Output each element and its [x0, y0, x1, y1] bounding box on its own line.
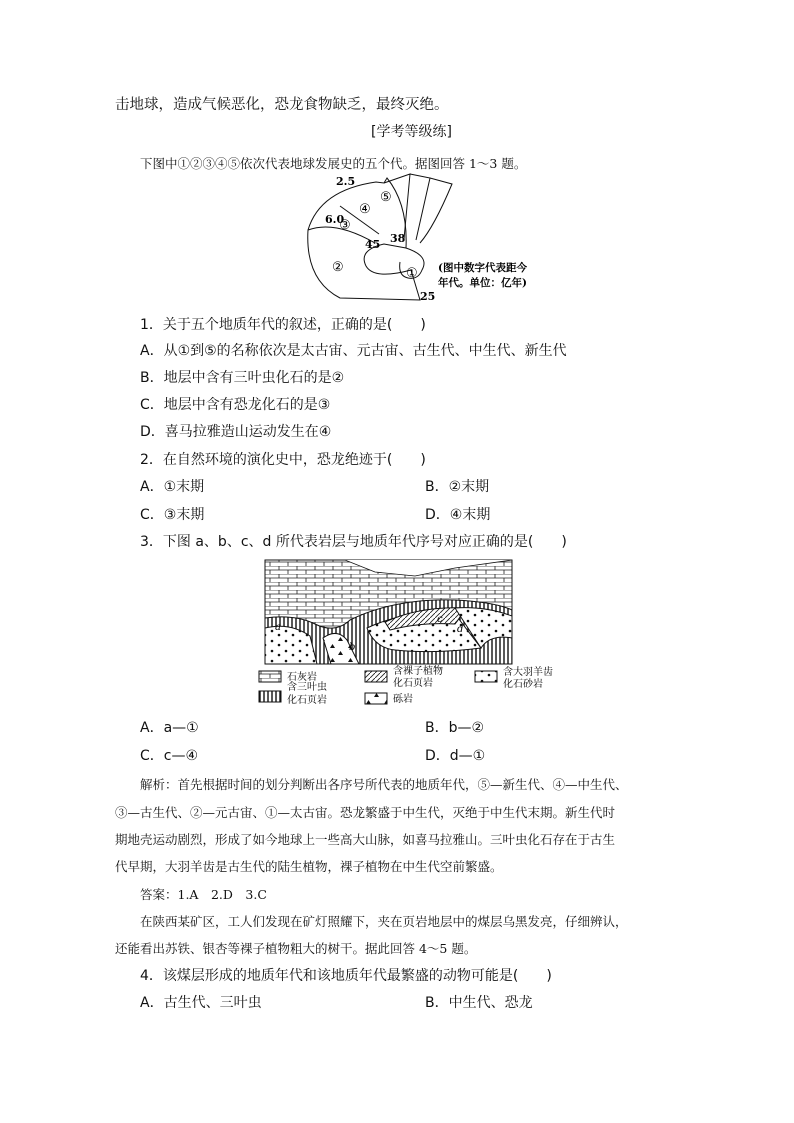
q4-stem: 4．该煤层形成的地质年代和该地质年代最繁盛的动物可能是( ): [140, 968, 552, 984]
q4-option-a: A．古生代、三叶虫: [140, 995, 262, 1011]
legend-gymno-line2: 化石页岩: [393, 678, 433, 689]
label-45: 45: [365, 238, 381, 251]
label-2-5: 2.5: [336, 175, 356, 188]
continued-text: 击地球，造成气候恶化，恐龙食物缺乏，最终灭绝。: [115, 97, 449, 113]
figure1-note-line2: 年代。单位：亿年): [438, 277, 527, 289]
legend-limestone: 石灰岩: [287, 672, 317, 683]
layer-label-b: b: [349, 642, 356, 653]
layer-label-d: d: [457, 624, 464, 635]
layer-label-c: c: [437, 614, 443, 625]
q2-option-c: C．③末期: [140, 507, 205, 523]
label-38: 38: [390, 232, 406, 245]
q2-option-a: A．①末期: [140, 479, 205, 495]
analysis-line1: 解析：首先根据时间的划分判断出各序号所代表的地质年代，⑤—新生代、④—中生代、: [140, 777, 628, 792]
q4-option-b: B．中生代、恐龙: [425, 995, 533, 1011]
q1-option-c: C．地层中含有恐龙化石的是③: [140, 397, 331, 413]
q1-option-a: A．从①到⑤的名称依次是太古宙、元古宙、古生代、中生代、新生代: [140, 343, 567, 359]
q1-option-b: B．地层中含有三叶虫化石的是②: [140, 370, 345, 386]
q3-option-b: B．b—②: [425, 720, 485, 736]
figure1-note-line1: (图中数字代表距今: [438, 262, 527, 274]
analysis-line2: ③—古生代、②—元古宙、①—太古宙。恐龙繁盛于中生代，灭绝于中生代末期。新生代时: [115, 805, 616, 820]
legend-gymno-line1: 含裸子植物: [393, 666, 443, 677]
era-label-2: ②: [332, 260, 344, 275]
era-label-3: ③: [339, 218, 351, 233]
q2-option-d: D．④末期: [425, 507, 491, 523]
era-spiral-figure: [280, 170, 550, 305]
legend-trilobite-line2: 化石页岩: [287, 695, 327, 706]
q3-option-c: C．c—④: [140, 748, 199, 764]
passage-line2: 还能看出苏铁、银杏等裸子植物粗大的树干。据此回答 4～5 题。: [115, 941, 477, 956]
q3-option-a: A．a—①: [140, 720, 199, 736]
legend-trilobite-line1: 含三叶虫: [287, 682, 327, 693]
answer-line: 答案：1.A 2.D 3.C: [140, 887, 267, 902]
legend-fern-line2: 化石砂岩: [503, 679, 543, 690]
legend-conglomerate: 砾岩: [393, 694, 413, 705]
q2-option-b: B．②末期: [425, 479, 490, 495]
q3-stem: 3．下图 a、b、c、d 所代表岩层与地质年代序号对应正确的是( ): [140, 534, 567, 550]
layer-label-a: a: [275, 622, 281, 633]
strata-figure: [255, 558, 555, 716]
label-25: 25: [420, 290, 436, 303]
section-title: [学考等级练]: [371, 124, 452, 140]
analysis-line3: 期地壳运动剧烈，形成了如今地球上一些高大山脉，如喜马拉雅山。三叶虫化石存在于古生: [115, 832, 616, 847]
q1-stem: 1．关于五个地质年代的叙述，正确的是( ): [140, 317, 426, 333]
figure1-intro: 下图中①②③④⑤依次代表地球发展史的五个代。据图回答 1～3 题。: [140, 156, 527, 171]
legend-fern-line1: 含大羽羊齿: [503, 667, 553, 678]
analysis-line4: 代早期，大羽羊齿是古生代的陆生植物，裸子植物在中生代空前繁盛。: [115, 859, 503, 874]
era-label-4: ④: [359, 202, 371, 217]
label-6-0: 6.0: [325, 213, 345, 226]
q3-option-d: D．d—①: [425, 748, 486, 764]
q1-option-d: D．喜马拉雅造山运动发生在④: [140, 424, 332, 440]
passage-line1: 在陕西某矿区，工人们发现在矿灯照耀下，夹在页岩地层中的煤层乌黑发亮，仔细辨认，: [140, 914, 628, 929]
era-label-1: ①: [406, 266, 418, 281]
q2-stem: 2．在自然环境的演化史中，恐龙绝迹于( ): [140, 452, 426, 468]
era-label-5: ⑤: [380, 190, 392, 205]
